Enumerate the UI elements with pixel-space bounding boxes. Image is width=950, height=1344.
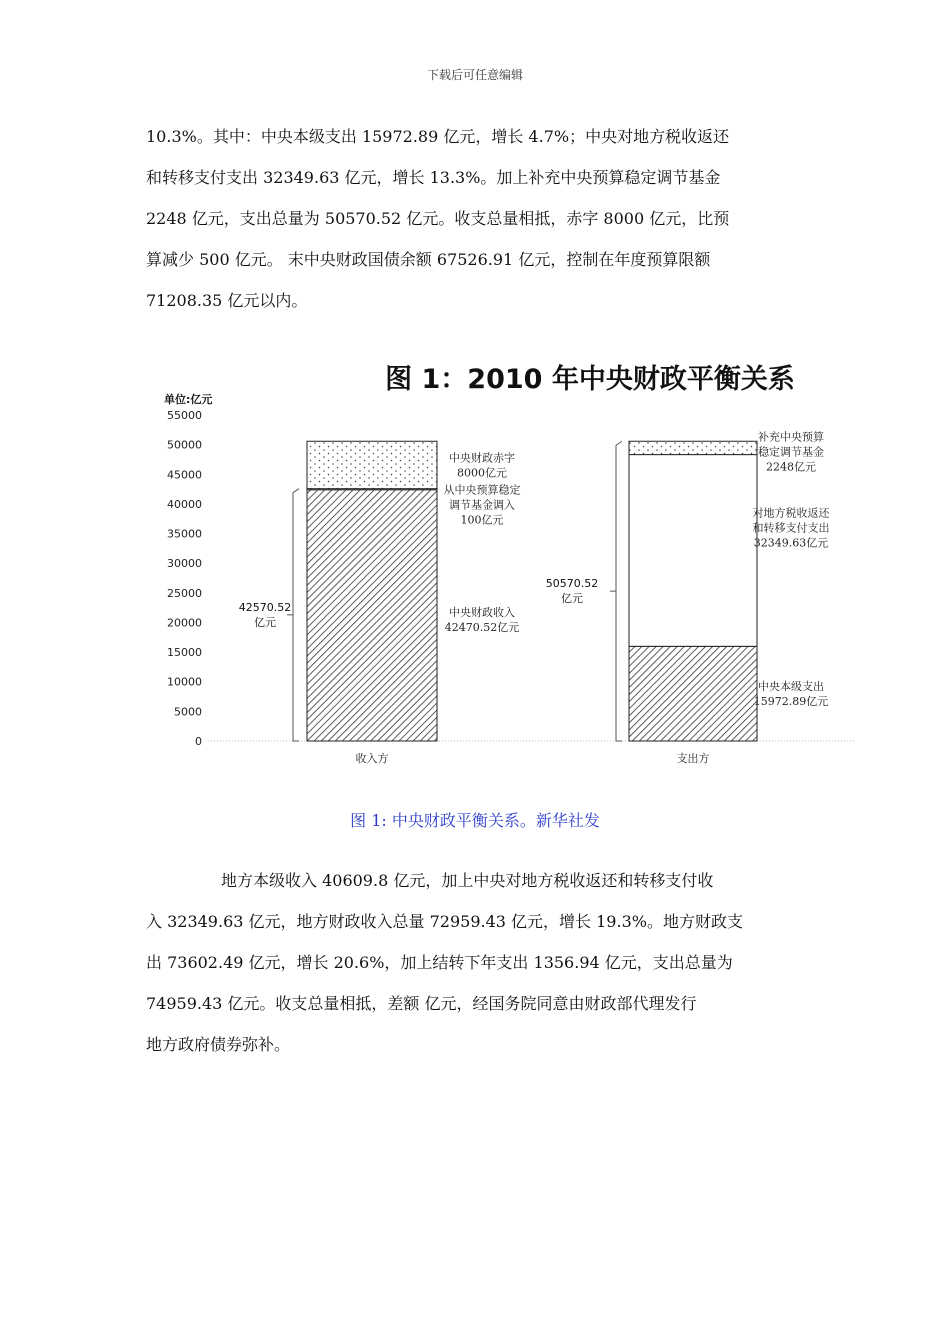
- total-bracket: [293, 489, 299, 741]
- total-label: 50570.52: [545, 577, 599, 591]
- total-label: 亿元: [254, 615, 276, 629]
- y-tick-label: 45000: [167, 468, 202, 482]
- bar-segment: [629, 441, 757, 454]
- paragraph-line: 地方政府债券弥补。: [146, 1035, 291, 1054]
- total-label: 42570.52: [238, 600, 292, 614]
- paragraph-2: [146, 860, 806, 1065]
- bar-segment: [629, 646, 757, 741]
- paragraph-line: 74959.43 亿元。收支总量相抵，差额 亿元，经国务院同意由财政部代理发行: [146, 994, 697, 1013]
- segment-label: 稳定调节基金: [758, 445, 824, 459]
- paragraph-line: 地方本级收入 40609.8 亿元，加上中央对地方税收返还和转移支付收: [221, 871, 714, 890]
- segment-label: 中央财政赤字: [449, 451, 515, 465]
- segment-label: 调节基金调入: [449, 498, 515, 512]
- y-tick-label: 30000: [167, 557, 202, 571]
- y-tick-label: 0: [195, 735, 202, 748]
- segment-label: 补充中央预算: [758, 430, 824, 444]
- segment-label: 从中央预算稳定: [443, 483, 521, 497]
- paragraph-line: 2248 亿元，支出总量为 50570.52 亿元。收支总量相抵，赤字 8000 亿元，比预: [146, 209, 730, 228]
- segment-label: 100亿元: [460, 513, 504, 527]
- segment-label: 中央财政收入: [449, 605, 515, 619]
- y-tick-label: 50000: [167, 438, 202, 452]
- y-tick-label: 35000: [167, 527, 202, 541]
- bar-segment: [307, 441, 437, 488]
- paragraph-line: 算减少 500 亿元。 末中央财政国债余额 67526.91 亿元，控制在年度预算限额: [146, 250, 711, 269]
- y-tick-label: 5000: [174, 705, 202, 719]
- chart-title: 图 1：2010 年中央财政平衡关系: [385, 364, 795, 395]
- y-tick-label: 55000: [167, 409, 202, 422]
- segment-label: 2248亿元: [766, 460, 816, 474]
- paragraph-line: 入 32349.63 亿元，地方财政收入总量 72959.43 亿元，增长 19.3%。地方财政支: [146, 912, 743, 931]
- bar-segment: [629, 455, 757, 647]
- category-label: 收入方: [355, 752, 389, 765]
- paragraph-1: [146, 116, 806, 321]
- bar-segment: [307, 489, 437, 741]
- unit-label: 单位:亿元: [164, 393, 213, 406]
- segment-label: 8000亿元: [457, 466, 507, 480]
- paragraph-line: 和转移支付支出 32349.63 亿元，增长 13.3%。加上补充中央预算稳定调节基金: [146, 168, 721, 187]
- paragraph-line: 10.3%。其中：中央本级支出 15972.89 亿元，增长 4.7%；中央对地方税收返还: [146, 127, 730, 146]
- balance-chart: [160, 350, 860, 780]
- y-tick-label: 15000: [167, 646, 202, 660]
- figure-caption: 图 1: 中央财政平衡关系。新华社发: [350, 811, 600, 830]
- y-tick-label: 40000: [167, 497, 202, 511]
- segment-label: 对地方税收返还: [752, 506, 830, 520]
- page-header: 下载后可任意编辑: [426, 68, 523, 82]
- category-label: 支出方: [676, 752, 710, 765]
- paragraph-line: 出 73602.49 亿元，增长 20.6%，加上结转下年支出 1356.94 亿元，支出总量为: [146, 953, 733, 972]
- y-tick-label: 10000: [167, 675, 202, 689]
- y-tick-label: 25000: [167, 586, 202, 600]
- bars-group: [307, 441, 757, 741]
- segment-label: 15972.89亿元: [753, 695, 829, 709]
- paragraph-line: 71208.35 亿元以内。: [146, 291, 308, 310]
- total-label: 亿元: [561, 592, 583, 606]
- segment-label: 32349.63亿元: [753, 536, 829, 550]
- segment-label: 中央本级支出: [758, 680, 824, 694]
- segment-label: 和转移支付支出: [752, 521, 830, 535]
- total-bracket: [616, 441, 622, 741]
- chart-svg: [160, 350, 860, 780]
- segment-label: 42470.52亿元: [444, 620, 520, 634]
- y-tick-label: 20000: [167, 616, 202, 630]
